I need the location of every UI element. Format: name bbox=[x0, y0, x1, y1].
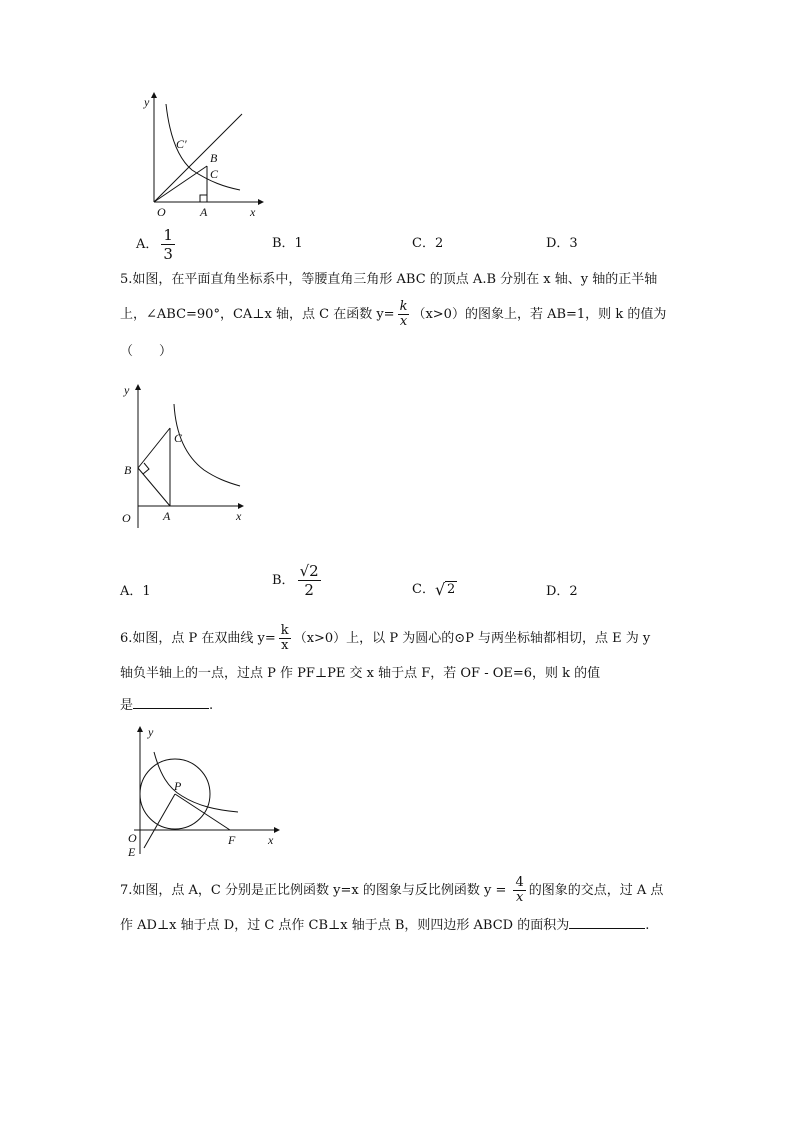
label-A: A bbox=[163, 509, 171, 523]
label-B: B bbox=[124, 463, 132, 477]
q7-line-1-post: 的图象的交点，过 A 点 bbox=[528, 883, 664, 898]
q5-option-c-prefix: C． bbox=[412, 582, 435, 597]
q5-option-c-value: 2 bbox=[446, 582, 456, 597]
label-x: x bbox=[268, 833, 274, 847]
label-C: C bbox=[174, 431, 183, 445]
q7-line-1-pre: 7.如图，点 A，C 分别是正比例函数 y=x 的图象与反比例函数 y = bbox=[120, 883, 511, 898]
label-y: y bbox=[124, 383, 130, 397]
q5-fraction-num: k bbox=[399, 299, 408, 314]
segment-PE bbox=[144, 794, 175, 848]
right-angle-mark bbox=[200, 195, 207, 202]
q5-fraction-den: x bbox=[399, 314, 408, 329]
q6-line-1-post: （x>0）上，以 P 为圆心的⊙P 与两坐标轴都相切，点 E 为 y bbox=[293, 631, 651, 646]
right-angle-mark bbox=[143, 463, 149, 474]
x-axis-arrow bbox=[274, 827, 280, 833]
q7-line-2-pre: 作 AD⊥x 轴于点 D，过 C 点作 CB⊥x 轴于点 B，则四边形 ABCD 的面积为 bbox=[120, 918, 570, 933]
q5-option-a: A．1 bbox=[120, 584, 151, 599]
label-O: O bbox=[157, 205, 166, 219]
figure-q5 bbox=[118, 378, 258, 538]
segment-PF bbox=[175, 794, 230, 830]
q5-option-b-fraction bbox=[298, 562, 321, 599]
q4-option-d: D．3 bbox=[546, 236, 578, 251]
q5-option-c-sqrt bbox=[435, 582, 457, 597]
q5-line-2-post: （x>0）的图象上，若 AB=1，则 k 的值为 bbox=[412, 307, 667, 322]
q5-fraction bbox=[398, 300, 410, 329]
label-A: A bbox=[200, 205, 208, 219]
sqrt-symbol: √ bbox=[434, 580, 446, 599]
hyperbola-curve bbox=[154, 752, 238, 812]
q5-option-b-prefix: B． bbox=[272, 573, 295, 588]
label-C: C bbox=[210, 167, 219, 181]
y-axis-arrow bbox=[137, 726, 143, 732]
q4-option-a-den: 3 bbox=[163, 245, 173, 263]
q5-line-3: （ ） bbox=[120, 344, 173, 359]
segment-OC bbox=[154, 166, 207, 202]
q6-fraction bbox=[279, 624, 291, 653]
label-F: F bbox=[228, 833, 236, 847]
label-O: O bbox=[128, 831, 137, 845]
q4-option-a-num: 1 bbox=[163, 226, 173, 244]
q6-line-2: 轴负半轴上的一点，过点 P 作 PF⊥PE 交 x 轴于点 F，若 OF - OE=6，则 k 的值 bbox=[120, 666, 601, 681]
q4-option-a bbox=[136, 226, 178, 263]
q7-line-2-post: . bbox=[645, 918, 650, 933]
line-y-eq-x bbox=[154, 114, 242, 202]
q5-option-b-num: √2 bbox=[299, 562, 319, 580]
q6-fraction-num: k bbox=[280, 623, 289, 638]
x-axis-arrow bbox=[258, 199, 264, 205]
q4-option-c: C．2 bbox=[412, 236, 444, 251]
q5-line-2 bbox=[120, 300, 666, 329]
q5-line-1: 5.如图，在平面直角坐标系中，等腰直角三角形 ABC 的顶点 A.B 分别在 x 轴、y 轴的正半轴 bbox=[120, 272, 658, 287]
label-x: x bbox=[250, 205, 256, 219]
answer-blank-q6[interactable] bbox=[133, 694, 209, 709]
q7-fraction-num: 4 bbox=[515, 875, 524, 890]
segment-BC bbox=[138, 428, 170, 468]
q7-fraction-den: x bbox=[515, 890, 524, 905]
label-P: P bbox=[174, 779, 182, 793]
q6-line-1 bbox=[120, 624, 650, 653]
label-O: O bbox=[122, 511, 131, 525]
q5-line-2-pre: 上，∠ABC=90°，CA⊥x 轴，点 C 在函数 y= bbox=[120, 307, 395, 322]
y-axis-arrow bbox=[135, 384, 141, 390]
q5-option-d: D．2 bbox=[546, 584, 578, 599]
q5-option-b-den: 2 bbox=[304, 581, 314, 599]
figure-q4 bbox=[130, 90, 270, 220]
q5-option-c bbox=[412, 578, 457, 597]
q4-option-a-fraction bbox=[161, 226, 175, 263]
label-C-prime: C′ bbox=[176, 137, 187, 151]
q6-line-3-post: . bbox=[209, 698, 214, 713]
label-x: x bbox=[236, 509, 242, 523]
answer-blank-q7[interactable] bbox=[569, 914, 645, 929]
q6-line-3-pre: 是 bbox=[120, 698, 134, 713]
label-y: y bbox=[148, 725, 154, 739]
q6-line-1-pre: 6.如图，点 P 在双曲线 y= bbox=[120, 631, 276, 646]
q7-line-1 bbox=[120, 876, 663, 905]
q6-line-3 bbox=[120, 694, 213, 716]
q6-fraction-den: x bbox=[281, 638, 289, 653]
figure-q6 bbox=[118, 722, 288, 862]
y-axis-arrow bbox=[151, 92, 157, 98]
q7-line-2 bbox=[120, 914, 649, 936]
q7-fraction bbox=[513, 876, 525, 905]
label-B: B bbox=[210, 151, 218, 165]
q4-option-a-prefix: A． bbox=[136, 237, 159, 252]
label-E: E bbox=[128, 845, 136, 859]
label-y: y bbox=[144, 95, 150, 109]
q5-option-b bbox=[272, 562, 324, 599]
q4-option-b: B．1 bbox=[272, 236, 303, 251]
hyperbola-curve bbox=[174, 404, 240, 486]
